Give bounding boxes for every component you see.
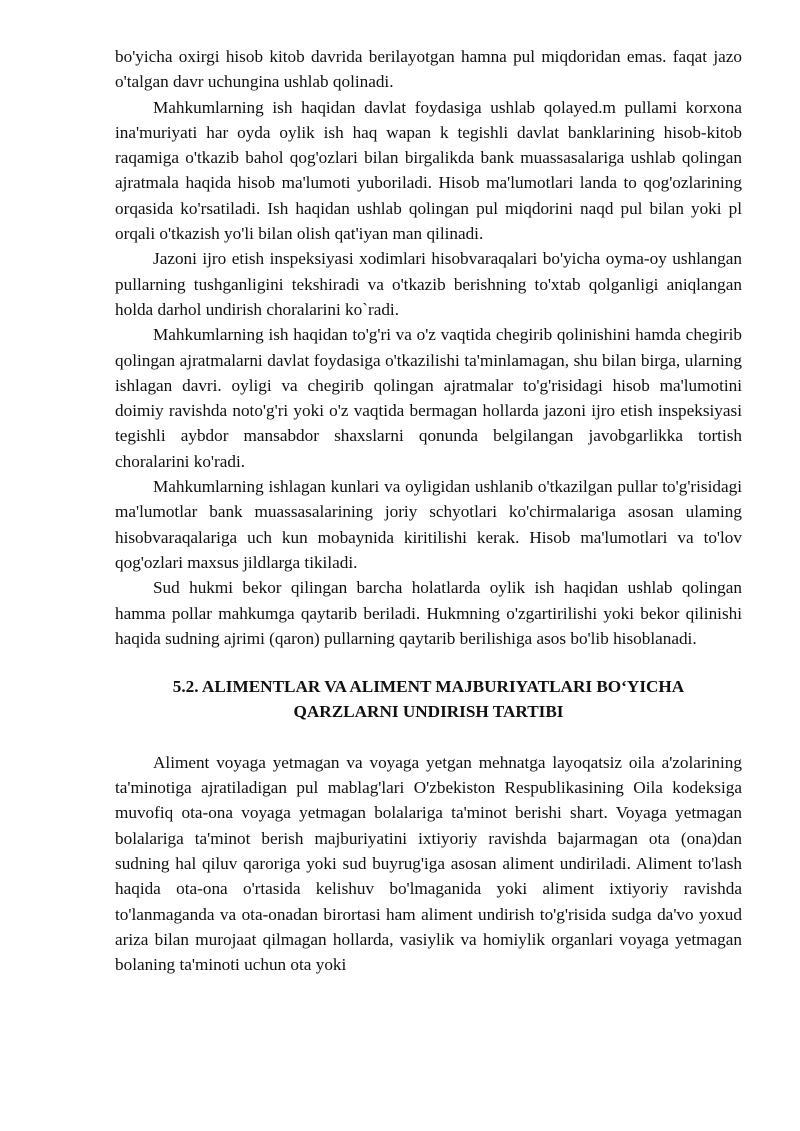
document-page xyxy=(115,44,742,977)
paragraph-inspection-check: Jazoni ijro etish inspeksiyasi xodimlari hisobvaraqalari bo'yicha oyma-oy ushlangan pullarning tushganligini tekshiradi va o'tkazib berishning to'xtab qolganligi aniqlangan holda darhol undirish choralarini ko`radi. xyxy=(115,249,742,319)
paragraph-aliment-definition: Aliment voyaga yetmagan va voyaga yetgan mehnatga layoqatsiz oila a'zolarining ta'minotiga ajratiladigan pul mablag'lari O'zbekiston Respublikasining Oila kodeksiga muvofiq ota-ona voyaga yetmagan bolalariga ta'minot berishi shart. Voyaga yetmagan bolalariga ta'minot berish majburiyatini ixtiyoriy ravishda bajarmagan ota (ona)dan sudning hal qiluv qaroriga yoki sud buyrug'iga asosan aliment undiriladi. Aliment to'lash haqida ota-ona o'rtasida kelishuv bo'lmaganida yoki aliment ixtiyoriy ravishda to'lanmaganda va ota-onadan birortasi ham aliment undirish to'g'risida sudga da'vo yoxud ariza bilan murojaat qilmagan hollarda, vasiylik va homiylik organlari voyaga yetmagan bolaning ta'minoti uchun ota yoki xyxy=(115,752,742,975)
paragraph-refund: Sud hukmi bekor qilingan barcha holatlarda oylik ish haqidan ushlab qolingan hamma pollar mahkumga qaytarib beriladi. Hukmning o'zgartirilishi yoki bekor qilinishi haqida sudning ajrimi (qaron) pullarning qaytarib berilishiga asos bo'lib hisoblanadi. xyxy=(115,578,742,648)
section-heading-line-2: QARZLARNI UNDIRISH TARTIBI xyxy=(293,702,564,722)
paragraph-continuation: bo'yicha oxirgi hisob kitob davrida berilayotgan hamna pul miqdoridan emas. faqat jazo o'talgan davr uchungina ushlab qolinadi. xyxy=(115,47,742,92)
paragraph-salary-transfer: Mahkumlarning ish haqidan davlat foydasiga ushlab qolayed.m pullami korxona ina'muriyati har oyda oylik ish haq wapan k tegishli davlat banklarining hisob-kitob raqamiga o'tkazib bahol qog'ozlari bilan birgalikda bank muassasalariga ushlab qolingan ajratmala haqida hisob ma'lumoti yuboriladi. Hisob ma'lumotlari landa to qog'ozlarining orqasida ko'rsatiladi. Ish haqidan ushlab qolingan pul miqdorini naqd pul bilan yoki pl orqali o'tkazish yo'li bilan olish qat'iyan man qilinadi. xyxy=(115,97,742,244)
section-heading xyxy=(115,674,742,725)
paragraph-records: Mahkumlarning ishlagan kunlari va oyligidan ushlanib o'tkazilgan pullar to'g'risidagi ma'lumotlar bank muassasalarining joriy schyotlari ko'chirmalariga asosan ulaming hisobvaraqalariga uch kun mobaynida kiritilishi kerak. Hisob ma'lumotlari va to'lov qog'ozlari maxsus jildlarga tikiladi. xyxy=(115,477,742,572)
paragraph-liability: Mahkumlarning ish haqidan to'g'ri va o'z vaqtida chegirib qolinishini hamda chegirib qolingan ajratmalarni davlat foydasiga o'tkazilishi ta'minlamagan, shu bilan birga, ularning ishlagan davri. oyligi va chegirib qolingan ajratmalar to'g'risidagi hisob ma'lumotini doimiy ravishda noto'g'ri yoki o'z vaqtida bermagan hollarda jazoni ijro etish inspeksiyasi tegishli aybdor mansabdor shaxslarni qonunda belgilangan javobgarlikka tortish choralarini ko'radi. xyxy=(115,325,742,471)
section-heading-line-1: 5.2. ALIMENTLAR VA ALIMENT MAJBURIYATLARI BO‘YICHA xyxy=(172,677,685,697)
